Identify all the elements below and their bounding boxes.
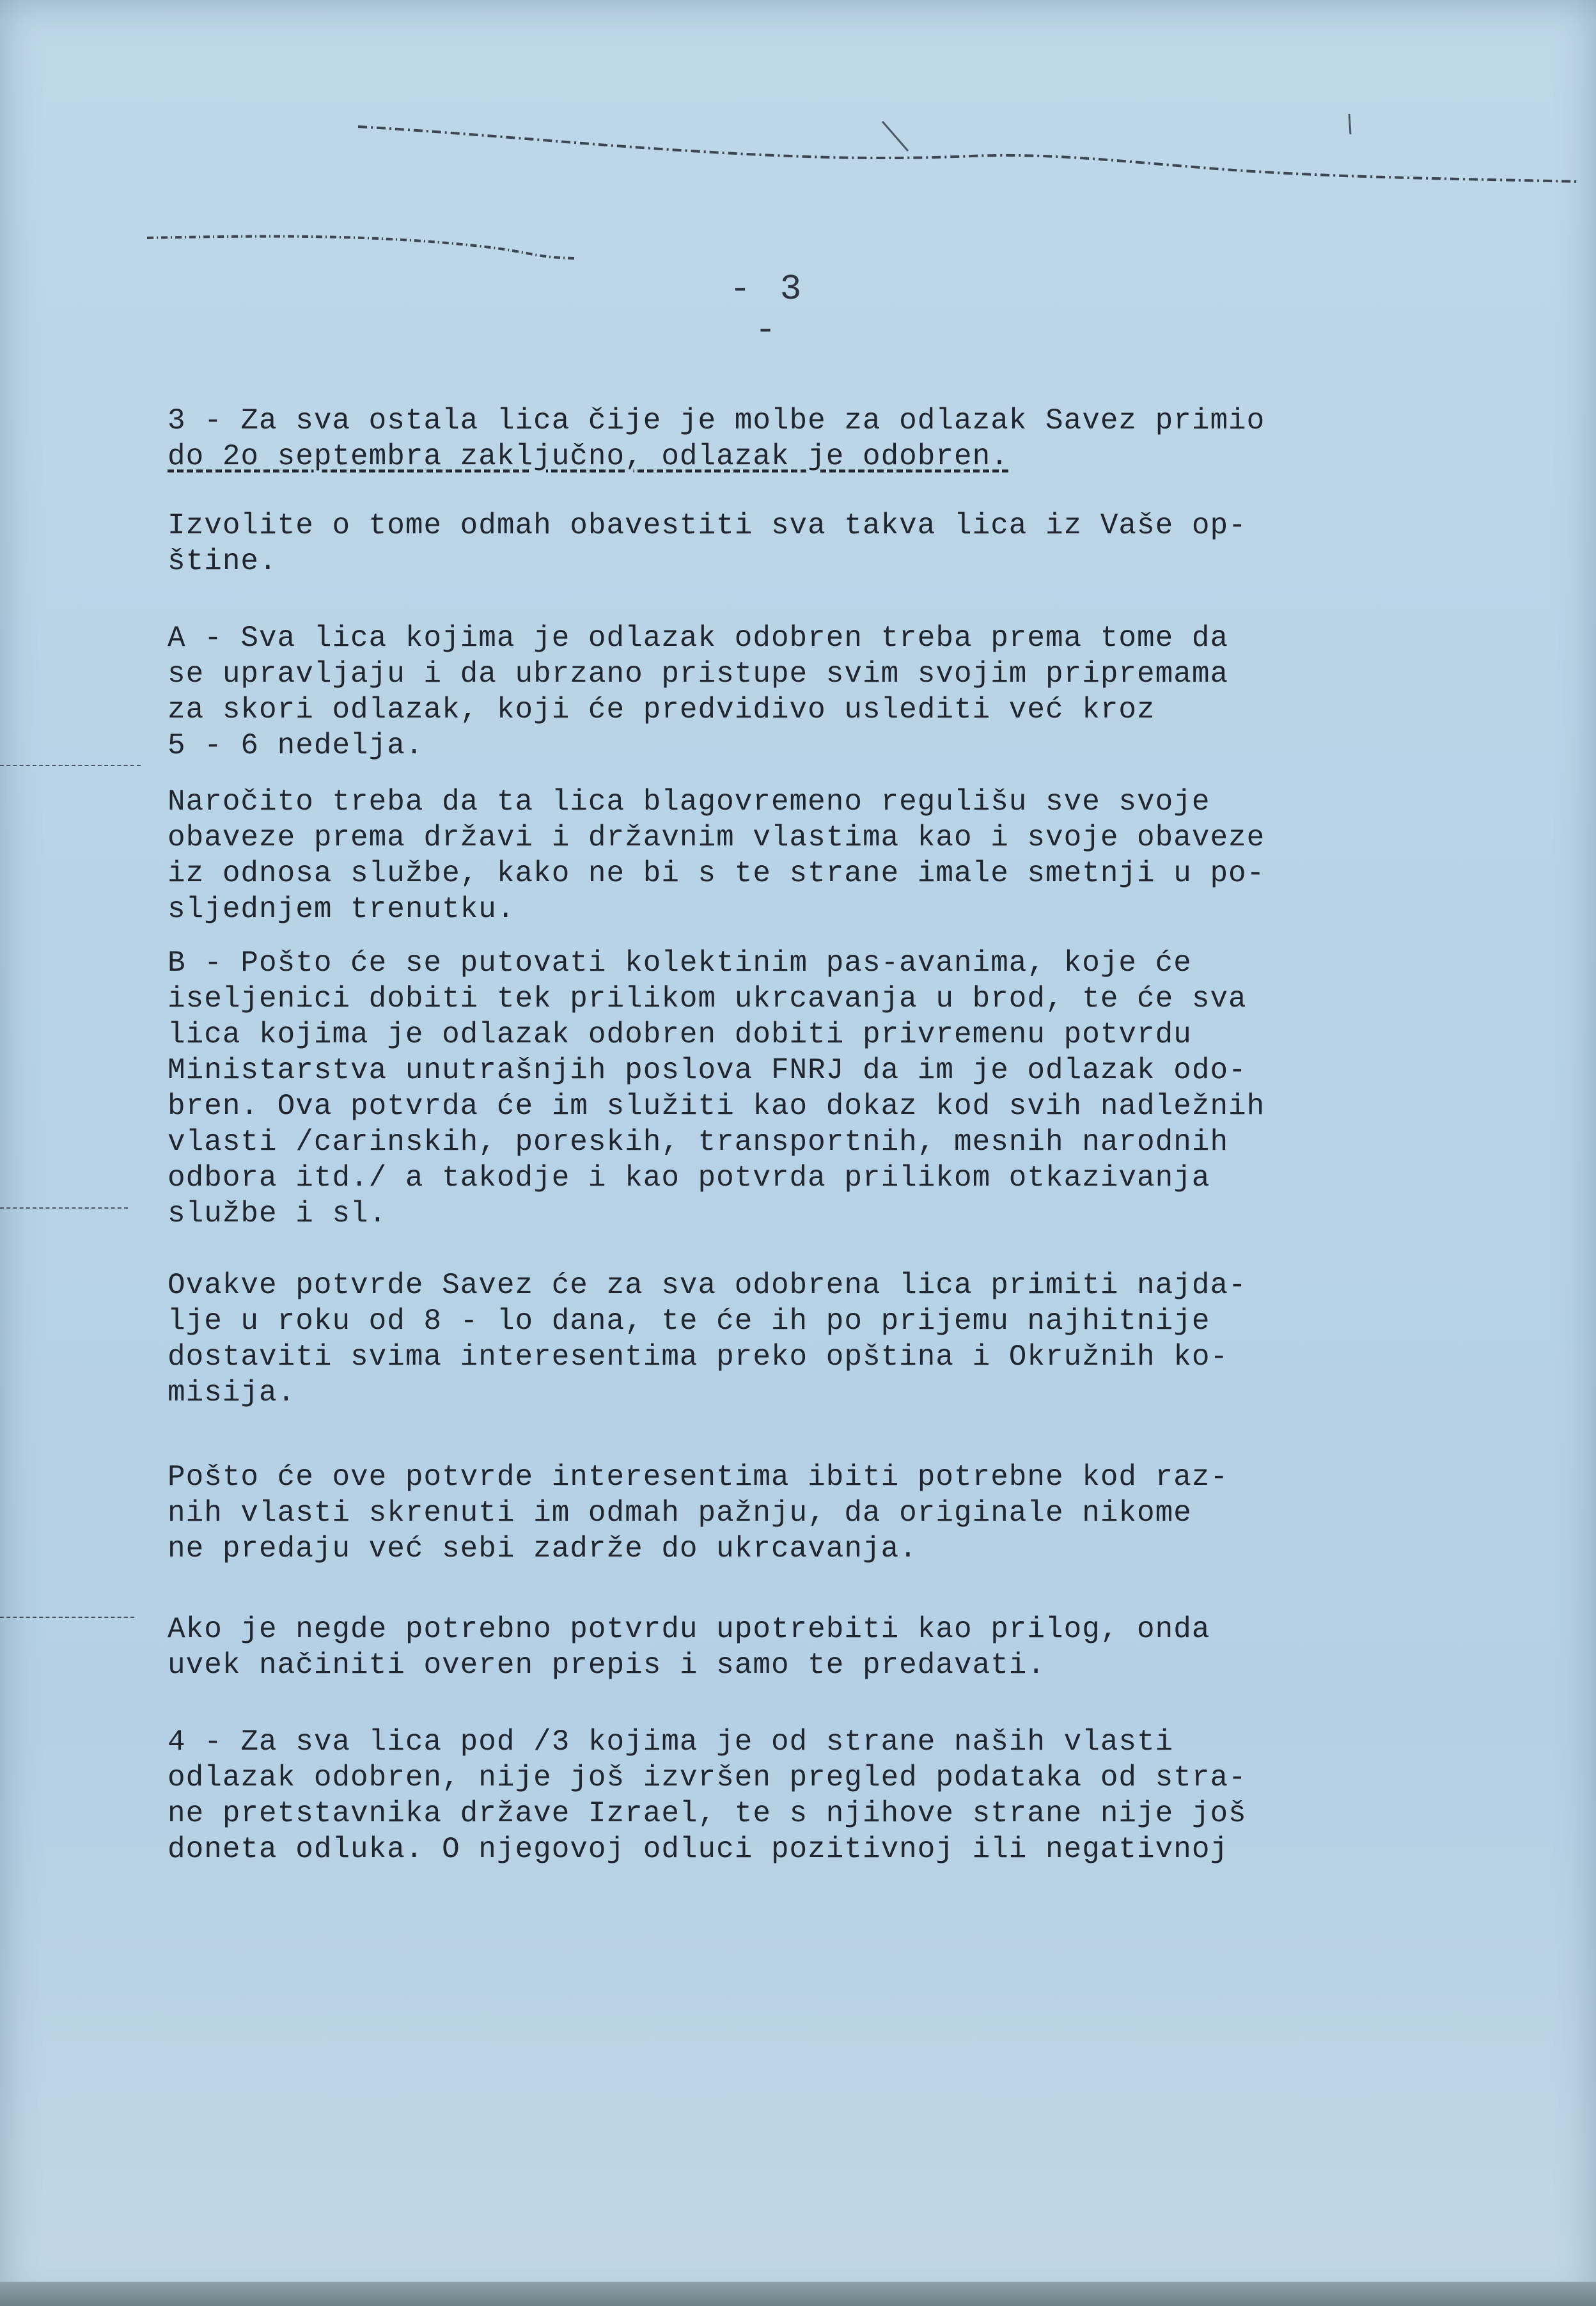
text-line: iz odnosa službe, kako ne bi s te strane imale smetnji u po- (168, 857, 1265, 890)
text-line: Ako je negde potrebno potvrdu upotrebiti kao prilog, onda (168, 1613, 1210, 1646)
text-line: doneta odluka. O njegovoj odluci pozitivnoj ili negativnoj (168, 1833, 1229, 1866)
text-line: 3 - Za sva ostala lica čije je molbe za odlazak Savez primio (168, 404, 1265, 437)
paragraph-inform-municipality (168, 508, 1370, 579)
text-line: dostaviti svima interesentima preko opština i Okružnih ko- (168, 1340, 1229, 1374)
text-line: 5 - 6 nedelja. (168, 729, 424, 762)
text-line: do 2o septembra zaključno, odlazak je odobren. (168, 440, 1009, 473)
text-line: lje u roku od 8 - lo dana, te će ih po prijemu najhitnije (168, 1305, 1210, 1338)
tear-line-upper (358, 127, 1579, 182)
text-line: misija. (168, 1376, 296, 1409)
paragraph-point-4 (168, 1724, 1370, 1867)
text-line: štine. (168, 545, 278, 578)
text-line: ne predaju već sebi zadrže do ukrcavanja. (168, 1532, 918, 1565)
text-line: 4 - Za sva lica pod /3 kojima je od strane naših vlasti (168, 1725, 1174, 1759)
paragraph-certificates (168, 1267, 1370, 1411)
text-line: obaveze prema državi i državnim vlastima kao i svoje obaveze (168, 821, 1265, 854)
text-line: bren. Ova potvrda će im služiti kao dokaz kod svih nadležnih (168, 1090, 1265, 1123)
text-line: odbora itd./ a takodje i kao potvrda prilikom otkazivanja (168, 1161, 1210, 1195)
tear-fold-mark-right (1349, 114, 1350, 134)
margin-mark (0, 1617, 134, 1618)
margin-mark (0, 1207, 128, 1209)
page-number: - 3 - (729, 269, 806, 350)
text-line: A - Sva lica kojima je odlazak odobren treba prema tome da (168, 622, 1229, 655)
text-line: Pošto će ove potvrde interesentima ibiti potrebne kod raz- (168, 1461, 1229, 1494)
paragraph-point-a (168, 620, 1370, 764)
tear-fold-mark (882, 122, 908, 151)
text-line: Ministarstva unutrašnjih poslova FNRJ da im je odlazak odo- (168, 1054, 1247, 1087)
torn-top-edge (0, 0, 1596, 294)
text-line: Ovakve potvrde Savez će za sva odobrena lica primiti najda- (168, 1269, 1247, 1302)
text-line: ne pretstavnika države Izrael, te s njihove strane nije još (168, 1797, 1247, 1830)
margin-mark (0, 765, 141, 766)
text-line: uvek načiniti overen prepis i samo te predavati. (168, 1649, 1046, 1682)
paragraph-originals (168, 1459, 1370, 1567)
paragraph-obligations (168, 784, 1370, 927)
text-line: Izvolite o tome odmah obavestiti sva takva lica iz Vaše op- (168, 509, 1247, 542)
text-line: B - Pošto će se putovati kolektinim pas-avanima, koje će (168, 946, 1192, 980)
text-line: lica kojima je odlazak odobren dobiti privremenu potvrdu (168, 1018, 1192, 1051)
tear-line-lower (147, 237, 575, 258)
text-line: sljednjem trenutku. (168, 893, 515, 926)
paragraph-point-b (168, 945, 1370, 1232)
text-line: vlasti /carinskih, poreskih, transportnih, mesnih narodnih (168, 1126, 1229, 1159)
text-line: odlazak odobren, nije još izvršen pregled podataka od stra- (168, 1761, 1247, 1794)
text-line: nih vlasti skrenuti im odmah pažnju, da originale nikome (168, 1496, 1192, 1530)
text-line: iseljenici dobiti tek prilikom ukrcavanja u brod, te će sva (168, 982, 1247, 1016)
text-line: Naročito treba da ta lica blagovremeno regulišu sve svoje (168, 785, 1210, 819)
text-line: službe i sl. (168, 1197, 387, 1230)
paragraph-section-3 (168, 403, 1370, 475)
text-line: za skori odlazak, koji će predvidivo uslediti već kroz (168, 693, 1155, 726)
scan-bottom-edge (0, 2282, 1596, 2306)
paragraph-certified-copy (168, 1612, 1370, 1683)
text-line: se upravljaju i da ubrzano pristupe svim svojim pripremama (168, 657, 1229, 691)
